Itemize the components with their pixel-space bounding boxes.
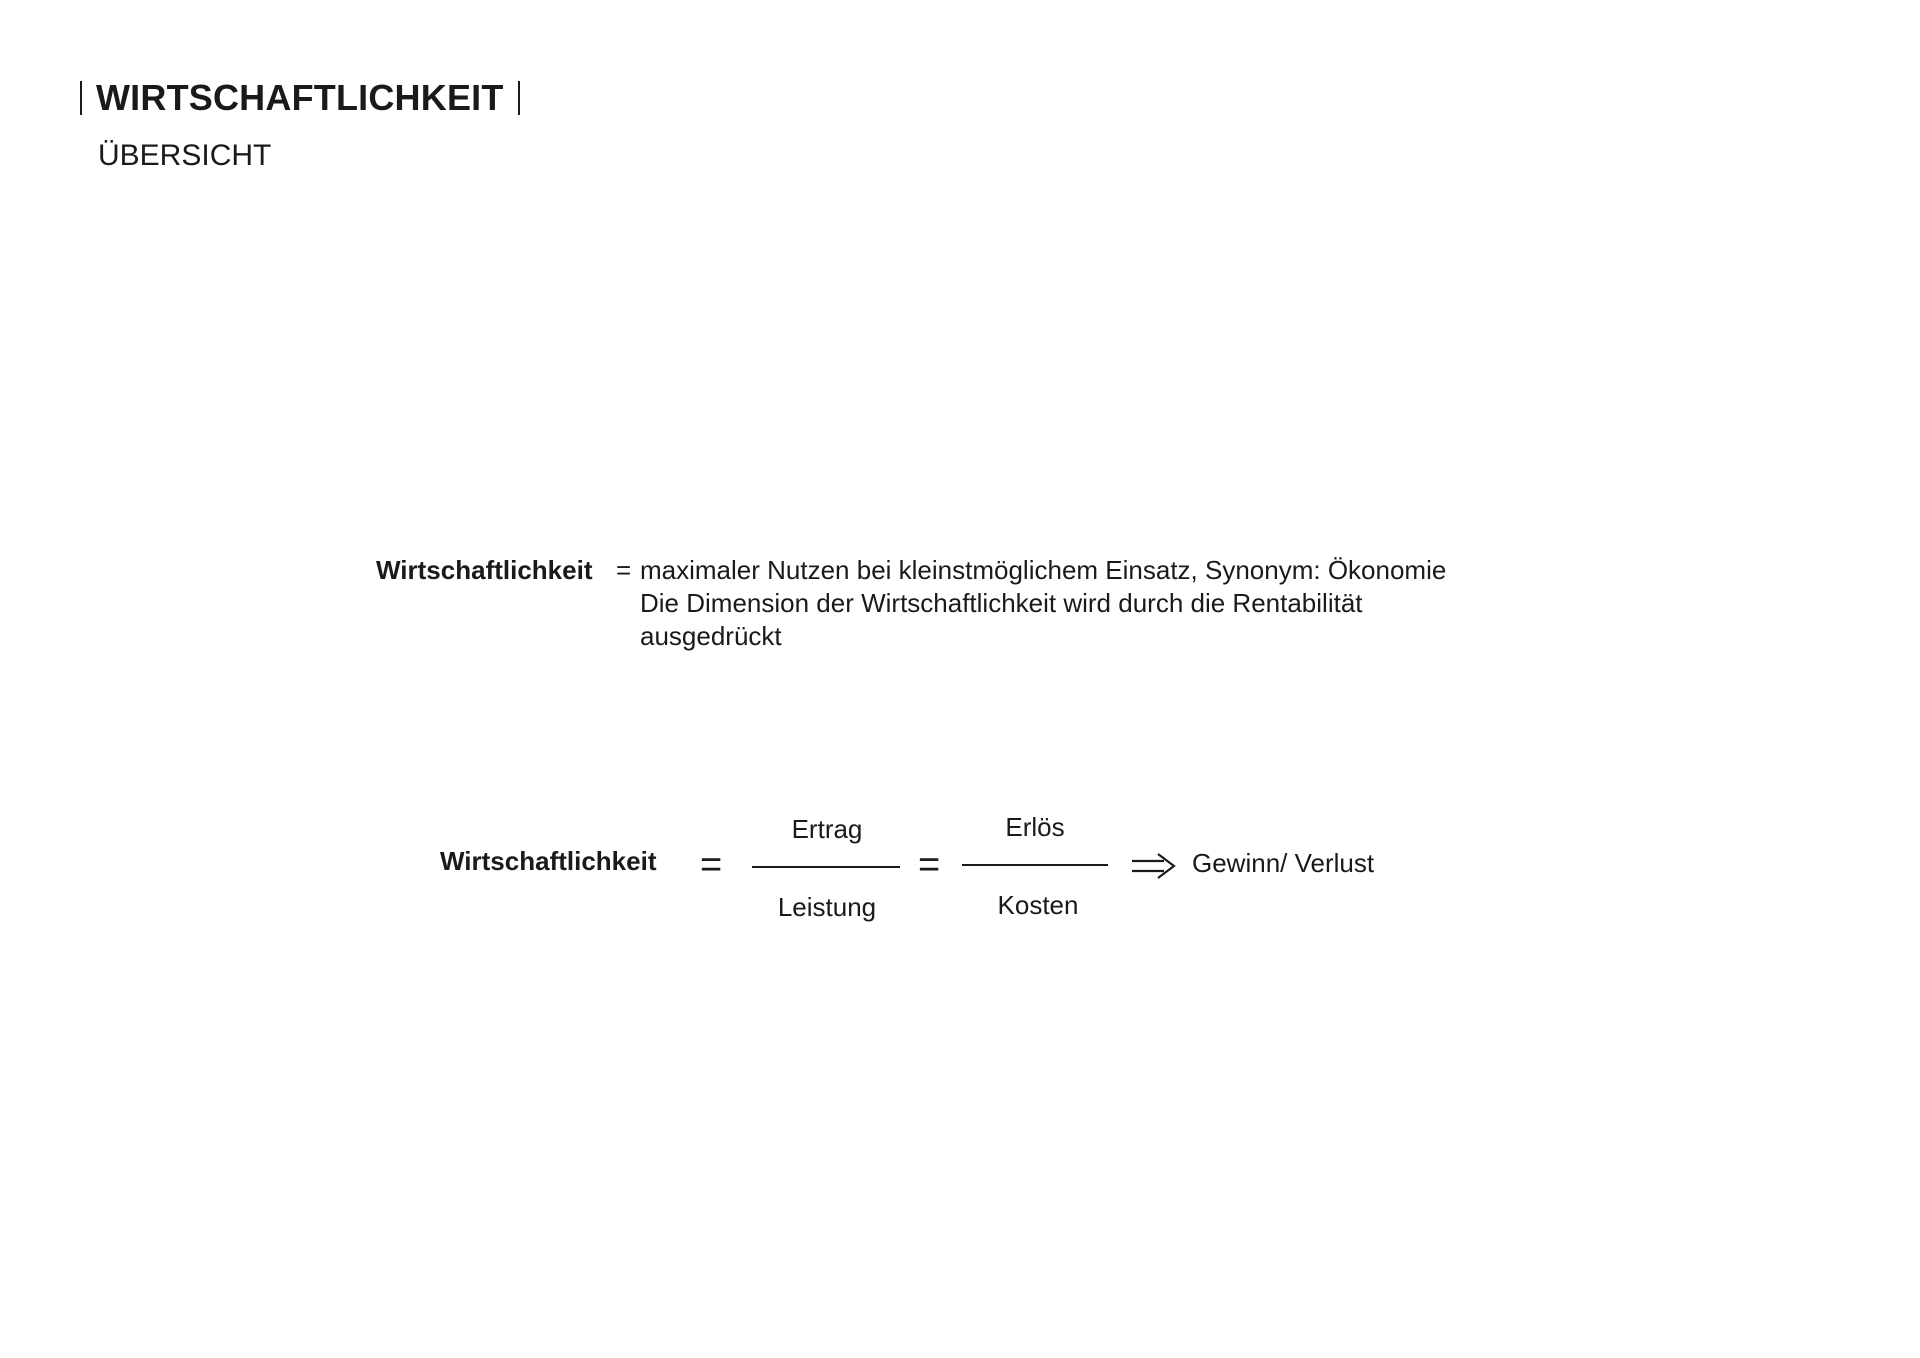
formula-equals-sign: = <box>918 844 941 886</box>
definition-equals: = <box>616 555 632 585</box>
fraction-numerator: Erlös <box>1005 812 1065 842</box>
fraction-denominator: Kosten <box>997 890 1079 920</box>
fraction-line <box>752 866 900 868</box>
page-title: WIRTSCHAFTLICHKEIT <box>96 77 504 118</box>
fraction-denominator: Leistung <box>777 892 877 922</box>
fraction-numerator: Ertrag <box>791 814 863 844</box>
page-subtitle: ÜBERSICHT <box>98 139 272 172</box>
title-right-divider <box>518 81 520 115</box>
title-left-divider <box>80 81 82 115</box>
formula-result: Gewinn/ Verlust <box>1192 848 1375 878</box>
definition-line: maximaler Nutzen bei kleinstmöglichem Einsatz, Synonym: Ökonomie <box>640 555 1447 585</box>
page-header <box>80 76 520 120</box>
definition-term: Wirtschaftlichkeit <box>376 555 593 585</box>
definition-line: Die Dimension der Wirtschaftlichkeit wird durch die Rentabilität <box>640 588 1363 618</box>
fraction-line <box>962 864 1108 866</box>
double-arrow-right-icon <box>1130 852 1178 880</box>
definition-line: ausgedrückt <box>640 621 782 651</box>
formula-equals-sign: = <box>700 844 723 886</box>
definition-text <box>640 554 1780 653</box>
formula-term: Wirtschaftlichkeit <box>440 846 657 876</box>
